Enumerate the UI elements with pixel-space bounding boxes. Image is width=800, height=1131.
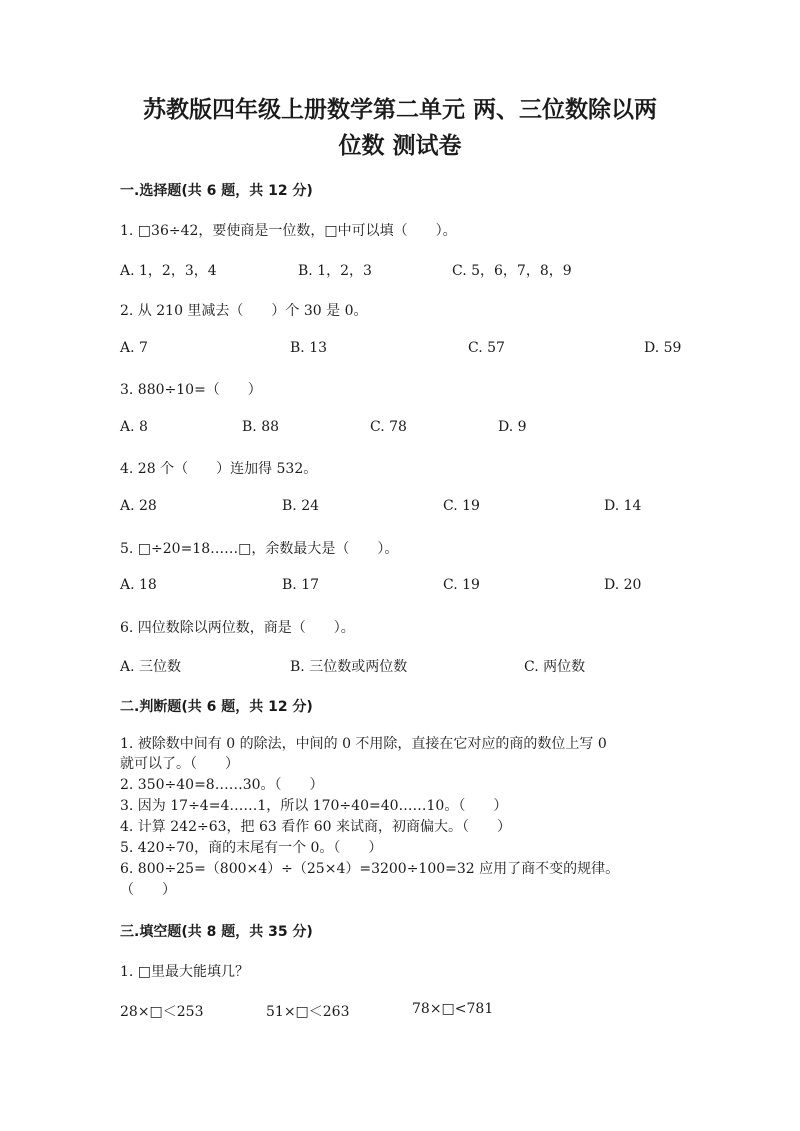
section-heading-choice: 一.选择题(共 6 题，共 12 分)	[120, 183, 313, 199]
page-title-line-1: 苏教版四年级上册数学第二单元 两、三位数除以两	[142, 97, 657, 123]
choice-question-1: 1. □36÷42，要使商是一位数，□中可以填（ ）。	[120, 223, 457, 239]
choice-5-option-c: C. 19	[443, 577, 480, 593]
fill-1-item-1: 28×□＜253	[120, 1004, 204, 1020]
choice-2-option-d: D. 59	[644, 340, 682, 356]
choice-1-option-b: B. 1，2，3	[298, 263, 372, 279]
judge-item-2: 2. 350÷40=8……30。（ ）	[120, 777, 324, 793]
choice-4-option-c: C. 19	[443, 498, 480, 514]
judge-item-6-line-1: 6. 800÷25=（800×4）÷（25×4）=3200÷100=32 应用了商不变的规律。	[120, 861, 620, 877]
choice-question-5: 5. □÷20=18……□，余数最大是（ ）。	[120, 541, 399, 557]
fill-question-1: 1. □里最大能填几？	[120, 964, 250, 980]
choice-4-option-b: B. 24	[282, 498, 320, 514]
fill-1-item-2: 51×□＜263	[266, 1004, 350, 1020]
choice-1-option-a: A. 1，2，3，4	[120, 263, 217, 279]
choice-4-option-d: D. 14	[604, 498, 642, 514]
judge-item-1-line-1: 1. 被除数中间有 0 的除法，中间的 0 不用除，直接在它对应的商的数位上写 0	[120, 736, 607, 752]
choice-1-option-c: C. 5，6，7，8，9	[452, 263, 572, 279]
choice-5-option-a: A. 18	[120, 577, 157, 593]
choice-2-option-a: A. 7	[120, 340, 148, 356]
fill-1-item-3: 78×□<781	[412, 1001, 494, 1017]
choice-2-option-c: C. 57	[468, 340, 505, 356]
judge-item-4: 4. 计算 242÷63，把 63 看作 60 来试商，初商偏大。（ ）	[120, 819, 511, 835]
choice-6-option-c: C. 两位数	[524, 659, 586, 675]
choice-5-option-d: D. 20	[604, 577, 642, 593]
choice-3-option-c: C. 78	[370, 419, 407, 435]
judge-item-6-line-2: （ ）	[120, 882, 176, 898]
choice-2-option-b: B. 13	[290, 340, 328, 356]
section-heading-fill: 三.填空题(共 8 题，共 35 分)	[120, 924, 313, 940]
choice-3-option-d: D. 9	[498, 419, 527, 435]
judge-item-5: 5. 420÷70，商的末尾有一个 0。（ ）	[120, 840, 383, 856]
choice-question-3: 3. 880÷10=（ ）	[120, 382, 262, 398]
judge-item-3: 3. 因为 17÷4=4……1，所以 170÷40=40……10。（ ）	[120, 798, 508, 814]
choice-question-2: 2. 从 210 里减去（ ）个 30 是 0。	[120, 303, 368, 319]
judge-item-1-line-2: 就可以了。（ ）	[120, 756, 239, 772]
section-heading-judge: 二.判断题(共 6 题，共 12 分)	[120, 699, 313, 715]
choice-3-option-a: A. 8	[120, 419, 148, 435]
choice-question-4: 4. 28 个（ ）连加得 532。	[120, 461, 318, 477]
choice-question-6: 6. 四位数除以两位数，商是（ ）。	[120, 620, 355, 636]
choice-5-option-b: B. 17	[282, 577, 320, 593]
choice-3-option-b: B. 88	[242, 419, 280, 435]
choice-4-option-a: A. 28	[120, 498, 157, 514]
page-title-line-2: 位数 测试卷	[338, 133, 462, 159]
choice-6-option-a: A. 三位数	[120, 659, 182, 675]
choice-6-option-b: B. 三位数或两位数	[290, 659, 408, 675]
